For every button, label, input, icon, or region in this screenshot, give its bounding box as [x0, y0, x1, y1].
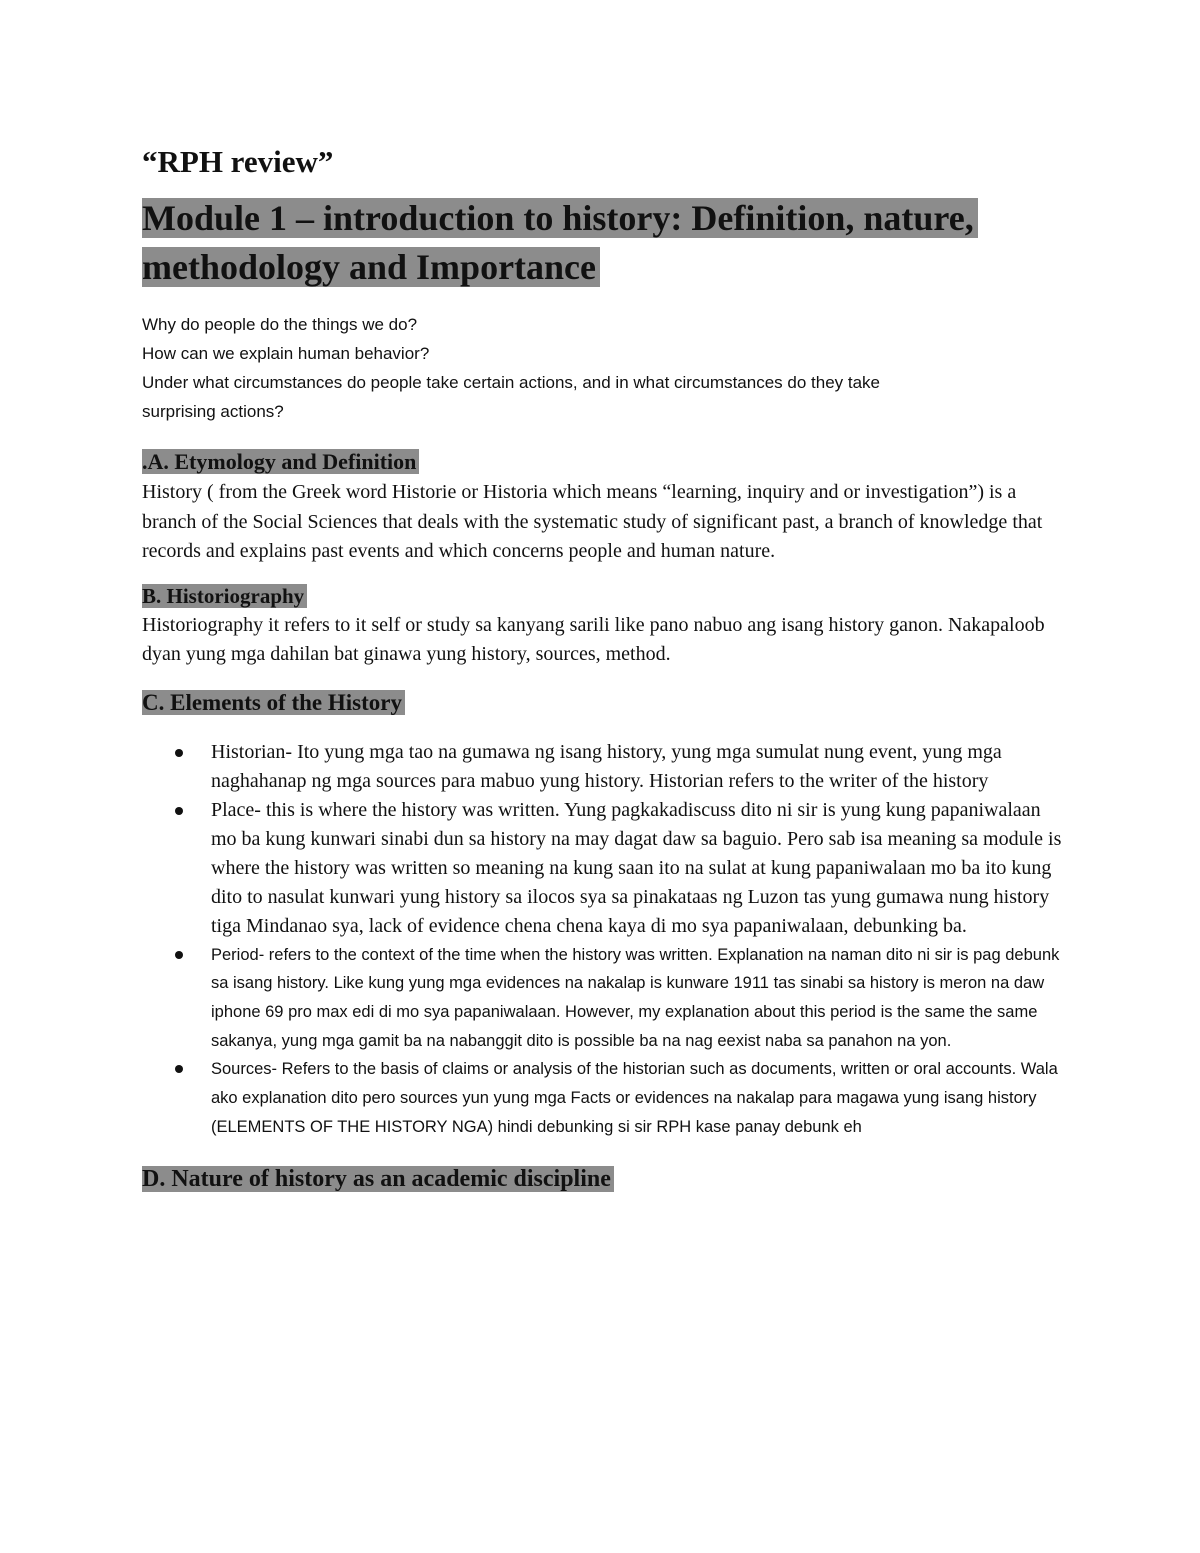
section-d-heading — [142, 1161, 1062, 1197]
list-item-text: Sources- Refers to the basis of claims or analysis of the historian such as documents, written or oral accounts. Wala ako explanation dito pero sources yun yung mga Facts or evidences na nakalap para magawa yung isang history (ELEMENTS OF THE HISTORY NGA) hindi debunking si sir RPH kase panay debunk eh — [211, 1060, 1058, 1136]
list-item — [142, 941, 1062, 1056]
section-b-body: Historiography it refers to it self or study sa kanyang sarili like pano nabuo ang isang history ganon. Nakapaloob dyan yung mga dahilan bat ginawa yung history, sources, method. — [142, 613, 1045, 665]
module-heading-line-2: methodology and Importance — [142, 247, 600, 287]
question-line: Under what circumstances do people take certain actions, and in what circumstances do they take — [142, 373, 880, 392]
list-item-text: Place- this is where the history was written. Yung pagkakadiscuss dito ni sir is yung kung papaniwalaan mo ba kung kunwari sinabi dun sa history na may dagat daw sa baguio. Pero sab isa meaning sa module is where the history was written so meaning na kung saan ito na sulat at kung papaniwalaan mo ba ito kung dito to nasulat kunwari yung history sa ilocos sya sa pinakataas ng Luzon tas yung gumawa nung history tiga Mindanao sya, lack of evidence chena chena kaya di mo sya papaniwalaan, debunking ba. — [211, 798, 1062, 937]
list-item-text: Historian- Ito yung mga tao na gumawa ng isang history, yung mga sumulat nung event, yung mga naghahanap ng mga sources para mabuo yung history. Historian refers to the writer of the history — [211, 740, 1002, 792]
question-line: How can we explain human behavior? — [142, 344, 430, 363]
question-line: surprising actions? — [142, 402, 284, 421]
bullet-icon — [175, 807, 183, 815]
section-a-body: History ( from the Greek word Historie or Historia which means “learning, inquiry and or investigation”) is a branch of the Social Sciences that deals with the systematic study of significant past, a branch of knowledge that records and explains past events and which concerns people and human nature. — [142, 481, 1043, 562]
list-item — [142, 738, 1062, 796]
section-b-heading — [142, 581, 1062, 611]
module-heading — [142, 194, 1062, 292]
list-item — [142, 1055, 1062, 1141]
list-item-text: Period- refers to the context of the time when the history was written. Explanation na naman dito ni sir is pag debunk sa isang history. Like kung yung mga evidences na nakalap is kunware 1911 tas sinabi sa history is meron na daw iphone 69 pro max edi di mo sya papaniwalaan. However, my explanation about this period is the same the same sakanya, yung mga gamit ba na nabanggit dito is possible ba na nag eexist naba sa panahon na yon. — [211, 945, 1060, 1050]
section-d-heading-text: D. Nature of history as an academic discipline — [142, 1166, 614, 1192]
bullet-icon — [175, 1065, 183, 1073]
document-title: “RPH review” — [142, 144, 334, 179]
intro-questions — [142, 310, 1062, 426]
module-heading-line-1: Module 1 – introduction to history: Definition, nature, — [142, 198, 978, 238]
question-line: Why do people do the things we do? — [142, 315, 418, 334]
elements-list — [142, 738, 1062, 1142]
section-c-heading-text: C. Elements of the History — [142, 690, 405, 715]
section-a-heading — [142, 446, 1062, 478]
list-item — [142, 796, 1062, 941]
document-page — [142, 140, 1062, 1197]
bullet-icon — [175, 951, 183, 959]
section-b-heading-text: B. Historiography — [142, 584, 307, 608]
section-c-heading — [142, 686, 1062, 720]
section-a-heading-text: .A. Etymology and Definition — [142, 449, 419, 474]
bullet-icon — [175, 749, 183, 757]
